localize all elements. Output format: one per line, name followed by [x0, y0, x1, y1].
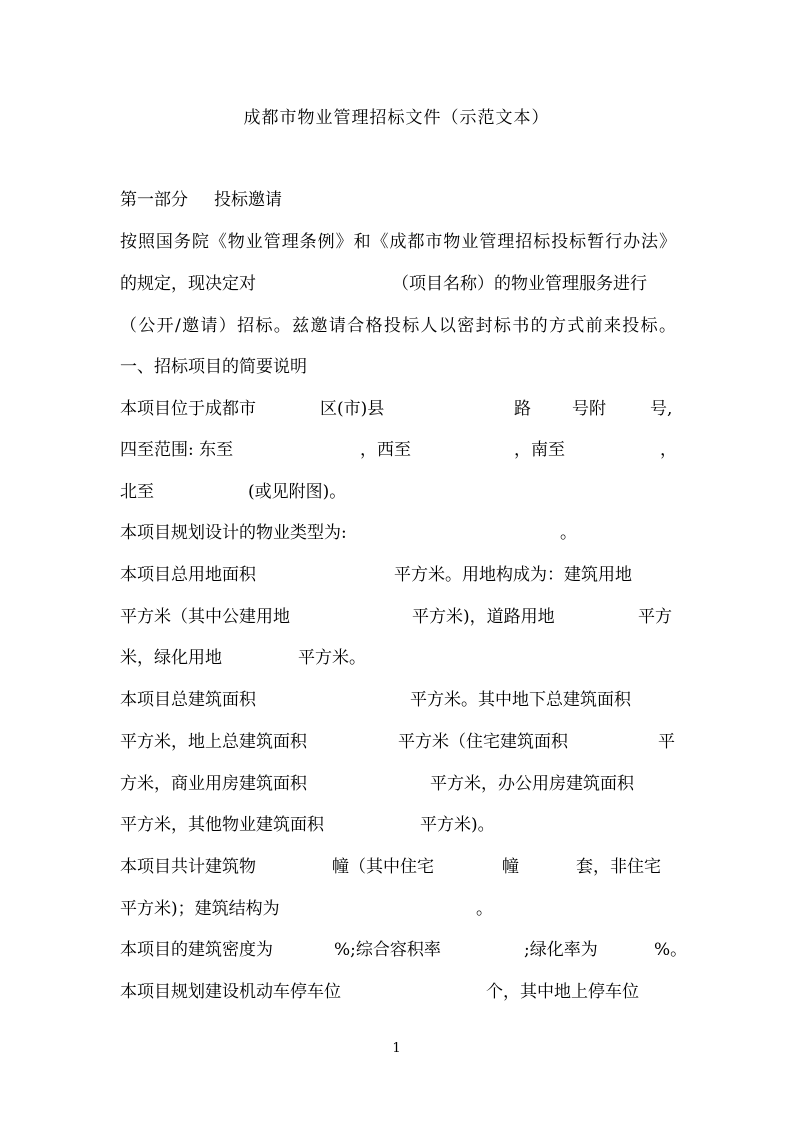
- boundary-comma: ，: [660, 440, 677, 460]
- parking-label: 本项目规划建设机动车停车位: [120, 982, 341, 1002]
- structure-end: 。: [476, 899, 493, 919]
- land-area-line-2: [120, 605, 676, 629]
- location-number: 号,: [650, 399, 673, 419]
- green-rate-label: ;绿化率为: [524, 940, 598, 960]
- page-number: 1: [392, 1041, 401, 1056]
- boundary-line: [120, 438, 676, 462]
- property-type-label: 本项目规划设计的物业类型为:: [120, 523, 347, 543]
- location-road: 路: [514, 399, 531, 419]
- building-other-label: 平方米，其他物业建筑面积: [120, 815, 324, 835]
- document-title: 成都市物业管理招标文件（示范文本）: [243, 108, 550, 128]
- boundary-map-note: (或见附图)。: [248, 482, 347, 502]
- location-line: [120, 397, 676, 421]
- building-office-label: 平方米，办公用房建筑面积: [430, 774, 634, 794]
- section-part-label: 第一部分: [120, 190, 188, 210]
- invite-line-3: （公开/邀请）招标。兹邀请合格投标人以密封标书的方式前来投标。: [120, 316, 676, 336]
- land-green-unit: 平方米。: [298, 648, 366, 668]
- boundary-north: 北至: [120, 482, 154, 502]
- land-green-label: 米，绿化用地: [120, 648, 222, 668]
- invite-line-2: [120, 272, 676, 296]
- boundary-south: ，南至: [514, 440, 565, 460]
- invite-line-2-start: 的规定，现决定对: [120, 274, 256, 294]
- density-line: [120, 938, 688, 962]
- density-label: 本项目的建筑密度为: [120, 940, 273, 960]
- invite-line-1: 按照国务院《物业管理条例》和《成都市物业管理招标投标暂行办法》: [120, 232, 676, 252]
- location-city: 本项目位于成都市: [120, 399, 256, 419]
- item1-heading: 一、招标项目的简要说明: [120, 357, 307, 377]
- location-district: 区(市)县: [320, 399, 385, 419]
- land-public-label: 平方米（其中公建用地: [120, 607, 290, 627]
- buildings-residential-label: 幢（其中住宅: [332, 857, 434, 877]
- location-number-annex: 号附: [572, 399, 606, 419]
- building-area-label: 本项目总建筑面积: [120, 690, 256, 710]
- land-area-line-1: [120, 563, 676, 587]
- buildings-residential-unit: 幢: [502, 857, 519, 877]
- green-rate-unit: %。: [654, 940, 688, 960]
- land-area-composition: 平方米。用地构成为：建筑用地: [394, 565, 632, 585]
- land-area-line-3: [120, 646, 676, 670]
- buildings-total-label: 本项目共计建筑物: [120, 857, 256, 877]
- building-area-line-4: [120, 813, 676, 837]
- section-heading: [120, 188, 676, 212]
- structure-line: [120, 897, 676, 921]
- boundary-north-line: [120, 480, 676, 504]
- boundary-west: ，西至: [360, 440, 411, 460]
- building-residential-unit: 平: [658, 732, 675, 752]
- boundary-east: 四至范围: 东至: [120, 440, 234, 460]
- building-residential-label: 平方米（住宅建筑面积: [398, 732, 568, 752]
- far-label: %;综合容积率: [334, 940, 441, 960]
- land-area-label: 本项目总用地面积: [120, 565, 256, 585]
- land-road-unit: 平方: [638, 607, 672, 627]
- building-above-label: 平方米，地上总建筑面积: [120, 732, 307, 752]
- property-type-line: [120, 521, 676, 545]
- invite-line-2-end: （项目名称）的物业管理服务进行: [392, 274, 647, 294]
- building-underground-label: 平方米。其中地下总建筑面积: [410, 690, 631, 710]
- building-area-line-1: [120, 688, 676, 712]
- buildings-suites-label: 套，非住宅: [576, 857, 661, 877]
- building-other-unit: 平方米)。: [420, 815, 495, 835]
- building-area-line-2: [120, 730, 676, 754]
- land-road-label: 平方米)，道路用地: [412, 607, 555, 627]
- parking-above-label: 个，其中地上停车位: [486, 982, 639, 1002]
- building-area-line-3: [120, 772, 676, 796]
- building-commercial-label: 方米，商业用房建筑面积: [120, 774, 307, 794]
- property-type-end: 。: [560, 523, 577, 543]
- buildings-count-line: [120, 855, 676, 879]
- structure-label: 平方米)；建筑结构为: [120, 899, 280, 919]
- parking-line: [120, 980, 676, 1004]
- section-name: 投标邀请: [214, 190, 282, 210]
